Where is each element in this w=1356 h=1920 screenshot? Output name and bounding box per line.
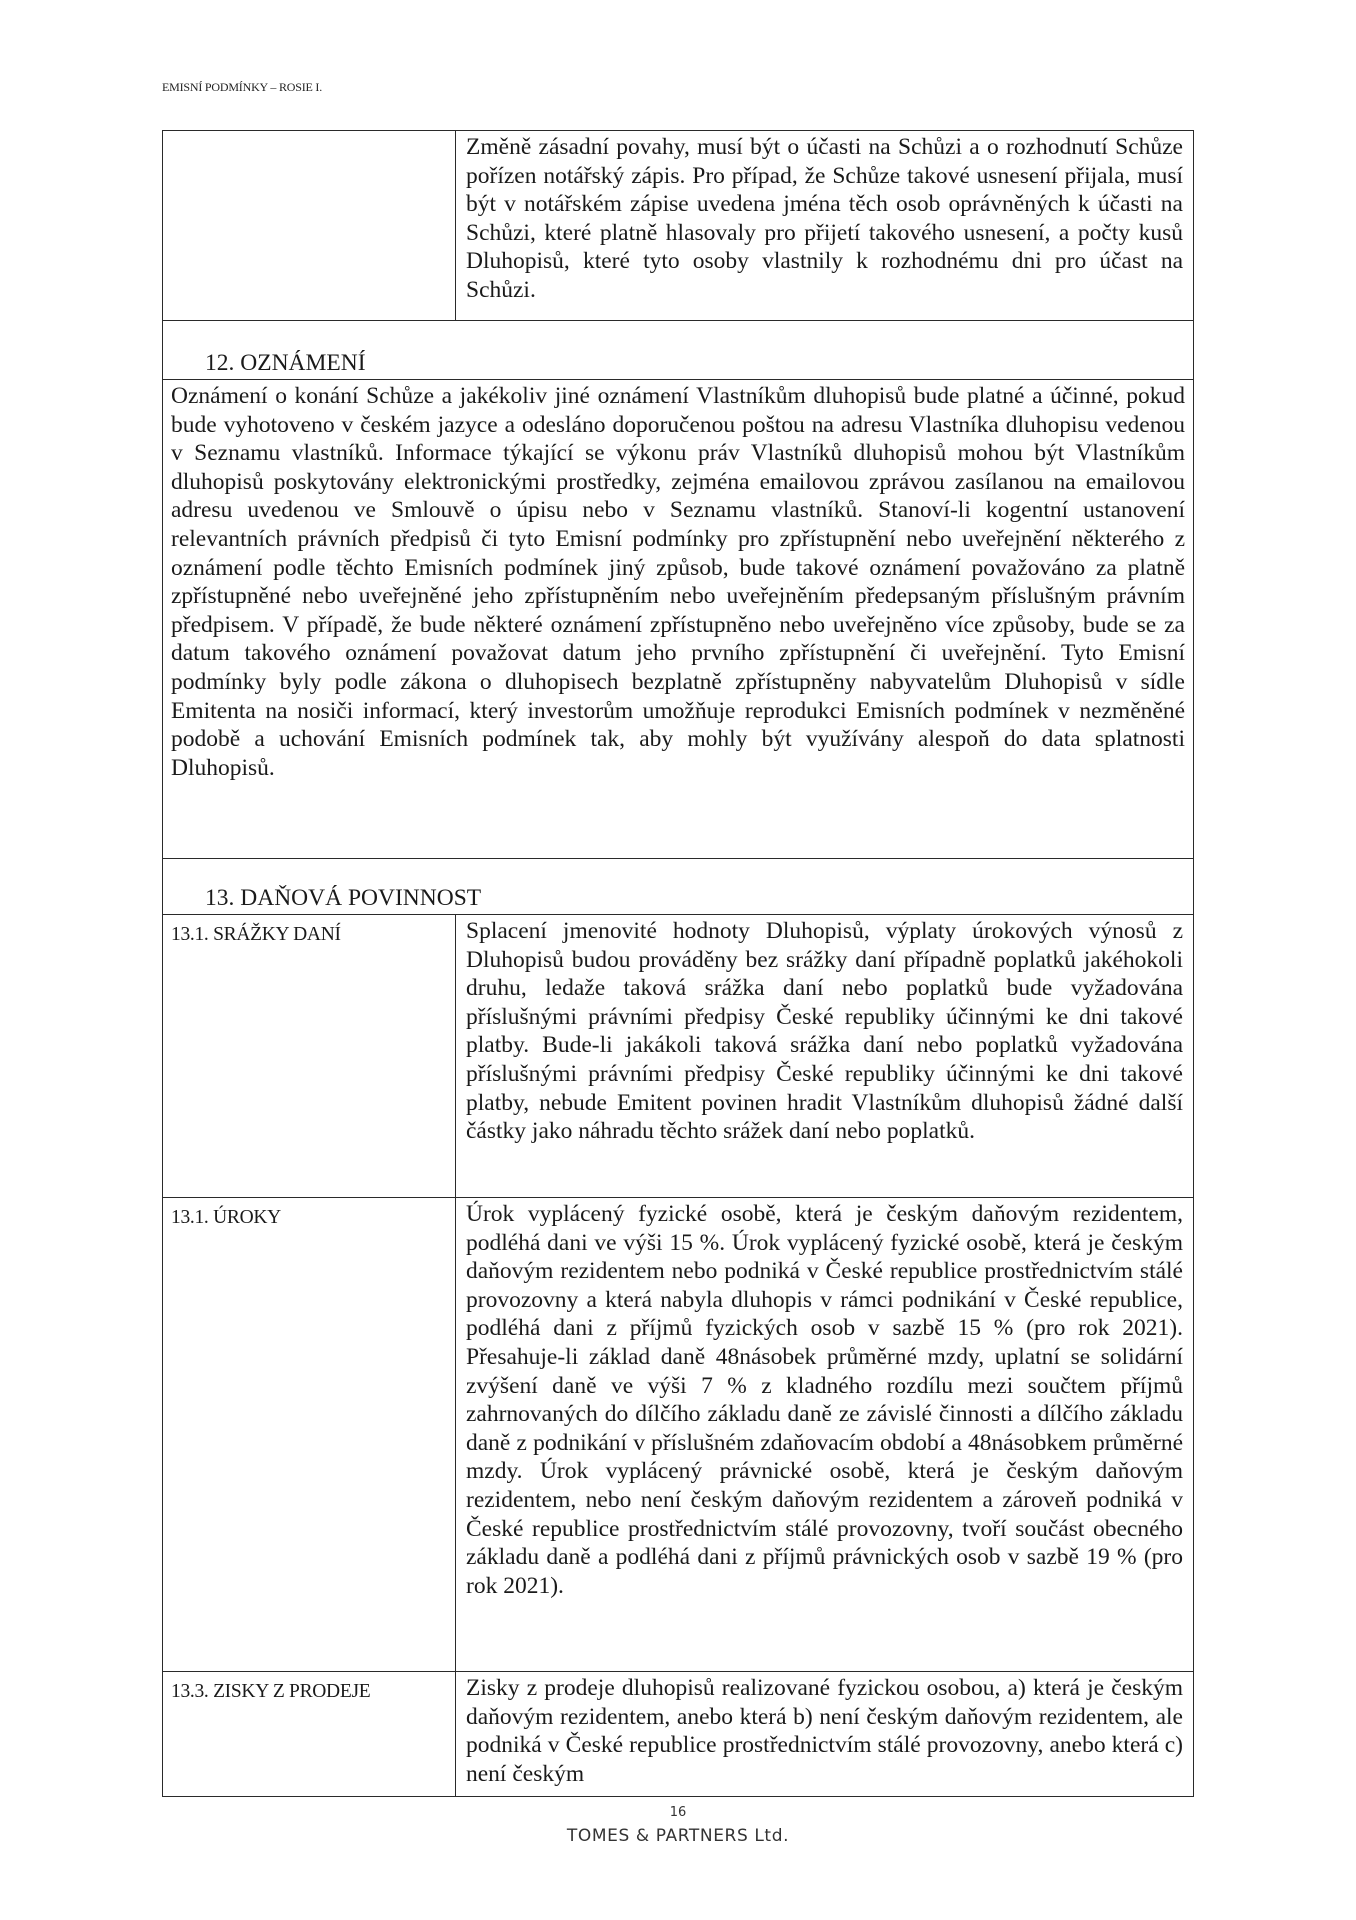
document-table	[162, 130, 1194, 1797]
continued-paragraph: Změně zásadní povahy, musí být o účasti na Schůzi a o rozhodnutí Schůze pořízen notářský zápis. Pro případ, že Schůze takové usnesení přijala, musí být v notářském zápise uvedena jména těch osob oprávněných k účasti na Schůzi, které platně hlasovaly pro přijetí takového usnesení, a počty kusů Dluhopisů, které tyto osoby vlastnily k rozhodnému dni pro účast na Schůzi.	[466, 134, 1183, 303]
row-text: Úrok vyplácený fyzické osobě, která je českým daňovým rezidentem, podléhá dani ve výši 15 %. Úrok vyplácený fyzické osobě, která je českým daňovým rezidentem nebo podniká v České republice prostřednictvím stálé provozovny a která nabyla dluhopis v rámci podnikání v České republice, podléhá dani z příjmů fyzických osob v sazbě 15 % (pro rok 2021). Přesahuje-li základ daně 48násobek průměrné mzdy, uplatní se solidární zvýšení daně ve výši 7 % z kladného rozdílu mezi součtem příjmů zahrnovaných do dílčího základu daně ze závislé činnosti a dílčího základu daně z podnikání v příslušném zdaňovacím období a 48násobkem průměrné mzdy. Úrok vyplácený právnické osobě, která je českým daňovým rezidentem, nebo není českým daňovým rezidentem a zároveň podniká v České republice prostřednictvím stálé provozovny, tvoří součást obecného základu daně a podléhá dani z příjmů právnických osob v sazbě 19 % (pro rok 2021).	[466, 1201, 1183, 1599]
section-heading: 12. OZNÁMENÍ	[205, 350, 366, 376]
table-row	[163, 1198, 1194, 1672]
table-row-continued	[163, 131, 1194, 321]
section-heading: 13. DAŇOVÁ POVINNOST	[205, 885, 482, 911]
row-label: 13.1. ÚROKY	[171, 1207, 281, 1228]
section-12-heading-row	[163, 321, 1194, 380]
row-label: 13.3. ZISKY Z PRODEJE	[171, 1681, 371, 1702]
section-12-body-row	[163, 380, 1194, 859]
footer-company-name: TOMES & PARTNERS Ltd.	[566, 1826, 790, 1846]
section-paragraph: Oznámení o konání Schůze a jakékoliv jiné oznámení Vlastníkům dluhopisů bude platné a účinné, pokud bude vyhotoveno v českém jazyce a odesláno doporučenou poštou na adresu Vlastníka dluhopisu vedenou v Seznamu vlastníků. Informace týkající se výkonu práv Vlastníků dluhopisů mohou být Vlastníkům dluhopisů poskytovány elektronickými prostředky, zejména emailovou zprávou zasílanou na emailovou adresu uvedenou ve Smlouvě o úpisu nebo v Seznamu vlastníků. Stanoví-li kogentní ustanovení relevantních právních předpisů či tyto Emisní podmínky pro zpřístupnění nebo uveřejnění některého z oznámení podle těchto Emisních podmínek jiný způsob, bude takové oznámení považováno za platně zpřístupněné nebo uveřejněné jeho zpřístupněním nebo uveřejněním předepsaným příslušným právním předpisem. V případě, že bude některé oznámení zpřístupněno nebo uveřejněno více způsoby, bude se za datum takového oznámení považovat datum jeho prvního zpřístupnění či uveřejnění. Tyto Emisní podmínky byly podle zákona o dluhopisech bezplatně zpřístupněny nabyvatelům Dluhopisů v sídle Emitenta na nosiči informací, který investorům umožňuje reprodukci Emisních podmínek v nezměněné podobě a uchování Emisních podmínek tak, aby mohly být využívány alespoň do data splatnosti Dluhopisů.	[171, 383, 1185, 781]
row-label: 13.1. SRÁŽKY DANÍ	[171, 924, 341, 945]
row-text: Splacení jmenovité hodnoty Dluhopisů, výplaty úrokových výnosů z Dluhopisů budou prováděny bez srážky daní případně poplatků jakéhokoli druhu, ledaže taková srážka daní nebo poplatků bude vyžadována příslušnými právními předpisy České republiky účinnými ke dni takové platby. Bude-li jakákoli taková srážka daní nebo poplatků vyžadována příslušnými právními předpisy České republiky účinnými ke dni takové platby, nebude Emitent povinen hradit Vlastníkům dluhopisů žádné další částky jako náhradu těchto srážek daní nebo poplatků.	[466, 918, 1183, 1145]
table-row	[163, 1672, 1194, 1797]
continued-label-cell	[163, 131, 456, 321]
running-header: EMISNÍ PODMÍNKY – ROSIE I.	[162, 80, 323, 94]
continued-text-cell	[456, 131, 1194, 321]
table-row	[163, 915, 1194, 1198]
section-13-heading-row	[163, 859, 1194, 915]
page-number: 16	[669, 1805, 687, 1820]
row-text: Zisky z prodeje dluhopisů realizované fyzickou osobou, a) která je českým daňovým rezidentem, anebo která b) není českým daňovým rezidentem, ale podniká v České republice prostřednictvím stálé provozovny, anebo která c) není českým	[466, 1675, 1183, 1787]
